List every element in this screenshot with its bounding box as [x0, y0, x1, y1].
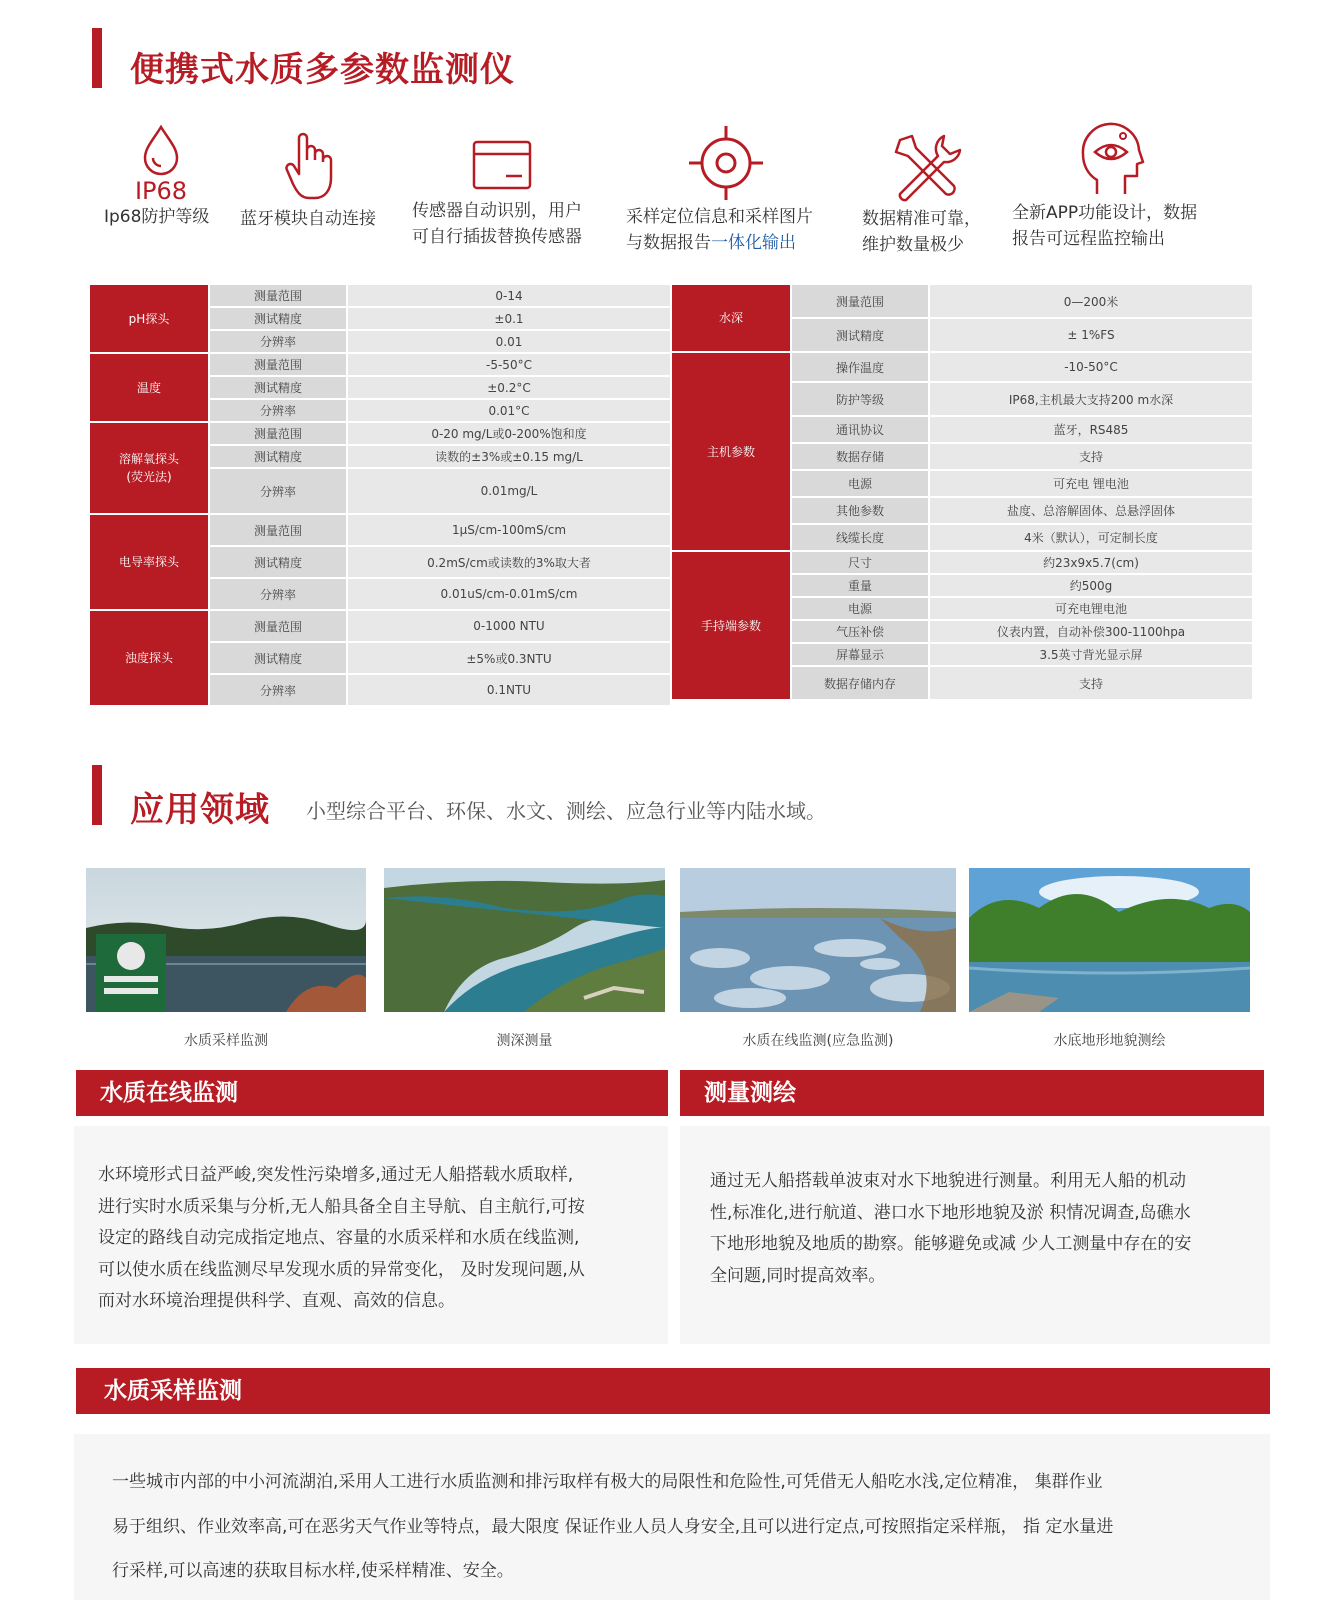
spec-param-value: 0—200米: [930, 285, 1254, 319]
spec-group-label: pH探头: [90, 285, 210, 354]
photo-caption: 水质采样监测: [184, 1033, 268, 1049]
spec-group-label: 溶解氧探头 (荧光法): [90, 423, 210, 515]
spec-param-value: 4米（默认），可定制长度: [930, 525, 1254, 552]
text-line: 水环境形式日益严峻,突发性污染增多,通过无人船搭载水质取样,: [98, 1165, 574, 1185]
photo-underwater-terrain: [969, 868, 1250, 1012]
ip68-badge: IP68: [134, 177, 188, 205]
spec-param-name: 防护等级: [792, 383, 930, 417]
feature-bluetooth: [240, 130, 380, 232]
spec-param-name: 测量范围: [792, 285, 930, 319]
spec-param-value: ±0.2°C: [348, 377, 672, 400]
spec-param-name: 测量范围: [210, 354, 348, 377]
spec-param-value: 支持: [930, 444, 1254, 471]
text-line: 一些城市内部的中小河流湖泊,采用人工进行水质监测和排污取样有极大的局限性和危险性,可凭借无人船吃水浅,定位精准， 集群作业: [112, 1472, 1103, 1492]
text-line: 通过无人船搭载单波束对水下地貌进行测量。利用无人船的机动: [710, 1171, 1186, 1191]
photo-caption: 水质在线监测(应急监测): [742, 1033, 894, 1049]
feature-label-prefix: 与数据报告: [626, 233, 711, 253]
spec-param-name: 测试精度: [210, 643, 348, 675]
feature-label-line2: [626, 230, 826, 256]
section-marker: [92, 765, 102, 825]
text-line: 可以使水质在线监测尽早发现水质的异常变化， 及时发现问题,从: [98, 1259, 585, 1280]
spec-param-value: -10-50°C: [930, 353, 1254, 383]
spec-table-probes: [90, 285, 672, 707]
spec-param-name: 操作温度: [792, 353, 930, 383]
spec-param-name: 分辨率: [210, 579, 348, 611]
spec-param-name: 重量: [792, 575, 930, 598]
feature-ip68: [106, 124, 216, 230]
head-eye-icon: [1079, 122, 1145, 196]
spec-param-name: 气压补偿: [792, 621, 930, 644]
band-title-survey: 测量测绘: [680, 1070, 1264, 1116]
target-crosshair-icon: [689, 126, 763, 200]
feature-highlight: 一体化输出: [711, 233, 796, 253]
spec-group-label: 手持端参数: [672, 552, 792, 701]
spec-row: [672, 552, 1254, 575]
feature-label: Ip68防护等级: [104, 207, 210, 227]
section-title-application: 应用领域: [130, 790, 270, 830]
spec-param-value: 0.1NTU: [348, 675, 672, 707]
spec-param-name: 测试精度: [210, 547, 348, 579]
spec-param-value: 0.01°C: [348, 400, 672, 423]
spec-param-name: 分辨率: [210, 400, 348, 423]
spec-param-value: 约500g: [930, 575, 1254, 598]
spec-row: [90, 423, 672, 446]
spec-row: [672, 353, 1254, 383]
feature-label: 蓝牙模块自动连接: [240, 209, 376, 229]
photo-depth-survey: [384, 868, 665, 1012]
spec-param-name: 测试精度: [210, 446, 348, 469]
feature-sensor: [412, 140, 592, 250]
spec-param-value: 可充电 锂电池: [930, 471, 1254, 498]
tools-icon: [892, 132, 962, 202]
spec-param-value: 0.01: [348, 331, 672, 354]
spec-param-value: 0.01mg/L: [348, 469, 672, 515]
spec-param-value: 蓝牙，RS485: [930, 417, 1254, 444]
spec-param-name: 测试精度: [210, 377, 348, 400]
application-subtitle: 小型综合平台、环保、水文、测绘、应急行业等内陆水域。: [306, 799, 826, 823]
spec-param-name: 分辨率: [210, 331, 348, 354]
feature-label: 传感器自动识别，用户: [412, 201, 582, 221]
spec-param-value: ±5%或0.3NTU: [348, 643, 672, 675]
spec-param-name: 测量范围: [210, 285, 348, 308]
spec-group-label: 电导率探头: [90, 515, 210, 611]
spec-param-value: 0-14: [348, 285, 672, 308]
feature-positioning: [626, 126, 826, 256]
spec-param-value: 0.2mS/cm或读数的3%取大者: [348, 547, 672, 579]
spec-param-value: 可充电锂电池: [930, 598, 1254, 621]
sampling-description: [112, 1460, 1252, 1594]
spec-param-value: 约23x9x5.7(cm): [930, 552, 1254, 575]
spec-table-host: [672, 285, 1254, 701]
spec-param-name: 测量范围: [210, 515, 348, 547]
photo-water-sampling: [86, 868, 366, 1012]
spec-row: [90, 285, 672, 308]
spec-param-name: 分辨率: [210, 469, 348, 515]
text-line: 下地形地貌及地质的勘察。能够避免或减 少人工测量中存在的安: [710, 1234, 1192, 1254]
spec-param-name: 电源: [792, 471, 930, 498]
card-slot-icon: [472, 140, 532, 190]
spec-param-name: 线缆长度: [792, 525, 930, 552]
text-line: 行采样,可以高速的获取目标水样,使采样精准、安全。: [112, 1561, 514, 1581]
photo-emergency-monitoring: [680, 868, 956, 1012]
spec-param-name: 尺寸: [792, 552, 930, 575]
feature-label: 全新APP功能设计，数据: [1012, 203, 1198, 223]
spec-param-value: 支持: [930, 667, 1254, 701]
feature-label: 维护数量极少: [862, 235, 964, 255]
spec-param-name: 其他参数: [792, 498, 930, 525]
spec-group-label: 温度: [90, 354, 210, 423]
spec-param-value: 0.01uS/cm-0.01mS/cm: [348, 579, 672, 611]
spec-row: [90, 354, 672, 377]
spec-group-label: 浊度探头: [90, 611, 210, 707]
touch-hand-icon: [285, 130, 335, 202]
spec-group-label: 主机参数: [672, 353, 792, 552]
spec-param-value: 0-1000 NTU: [348, 611, 672, 643]
water-drop-icon: [139, 124, 183, 178]
text-line: 设定的路线自动完成指定地点、容量的水质采样和水质在线监测,: [98, 1228, 580, 1248]
spec-param-value: ±0.1: [348, 308, 672, 331]
spec-param-name: 屏幕显示: [792, 644, 930, 667]
photo-caption: 水底地形地貌测绘: [1053, 1033, 1166, 1049]
spec-param-value: -5-50°C: [348, 354, 672, 377]
spec-param-value: 读数的±3%或±0.15 mg/L: [348, 446, 672, 469]
spec-param-value: ± 1%FS: [930, 319, 1254, 353]
text-line: 性,标准化,进行航道、港口水下地形地貌及淤 积情况调查,岛礁水: [710, 1202, 1191, 1223]
spec-param-value: 0-20 mg/L或0-200%饱和度: [348, 423, 672, 446]
band-title-sampling: 水质采样监测: [76, 1368, 1270, 1414]
spec-param-name: 测试精度: [210, 308, 348, 331]
survey-description: [710, 1166, 1260, 1292]
feature-accuracy: [862, 132, 992, 258]
spec-param-name: 电源: [792, 598, 930, 621]
spec-param-name: 分辨率: [210, 675, 348, 707]
feature-label: 可自行插拔替换传感器: [412, 227, 582, 247]
feature-label: 数据精准可靠，: [862, 209, 981, 229]
spec-param-value: 仪表内置，自动补偿300-1100hpa: [930, 621, 1254, 644]
band-title-online: 水质在线监测: [76, 1070, 668, 1116]
text-line: 全问题,同时提高效率。: [710, 1265, 886, 1286]
spec-param-name: 测试精度: [792, 319, 930, 353]
spec-param-value: 1μS/cm-100mS/cm: [348, 515, 672, 547]
photo-caption: 测深测量: [496, 1033, 553, 1049]
spec-param-name: 数据存储内存: [792, 667, 930, 701]
spec-row: [672, 285, 1254, 319]
spec-param-value: IP68,主机最大支持200 m水深: [930, 383, 1254, 417]
section-marker: [92, 28, 102, 88]
text-line: 易于组织、作业效率高,可在恶劣天气作业等特点，最大限度 保证作业人员人身安全,且可以进行定点,可按照指定采样瓶， 指 定水量进: [112, 1516, 1114, 1537]
spec-param-value: 盐度、总溶解固体、总悬浮固体: [930, 498, 1254, 525]
online-description: [98, 1160, 658, 1318]
spec-param-name: 测量范围: [210, 423, 348, 446]
text-line: 而对水环境治理提供科学、直观、高效的信息。: [98, 1291, 455, 1311]
spec-param-name: 数据存储: [792, 444, 930, 471]
spec-param-name: 通讯协议: [792, 417, 930, 444]
spec-row: [90, 515, 672, 547]
text-line: 进行实时水质采集与分析,无人船具备全自主导航、自主航行,可按: [98, 1196, 585, 1217]
spec-row: [90, 611, 672, 643]
section-title-product: 便携式水质多参数监测仪: [130, 50, 515, 90]
feature-label: 采样定位信息和采样图片: [626, 207, 813, 227]
spec-group-label: 水深: [672, 285, 792, 353]
feature-app: [1012, 122, 1212, 252]
feature-label: 报告可远程监控输出: [1012, 229, 1165, 249]
spec-param-name: 测量范围: [210, 611, 348, 643]
spec-param-value: 3.5英寸背光显示屏: [930, 644, 1254, 667]
